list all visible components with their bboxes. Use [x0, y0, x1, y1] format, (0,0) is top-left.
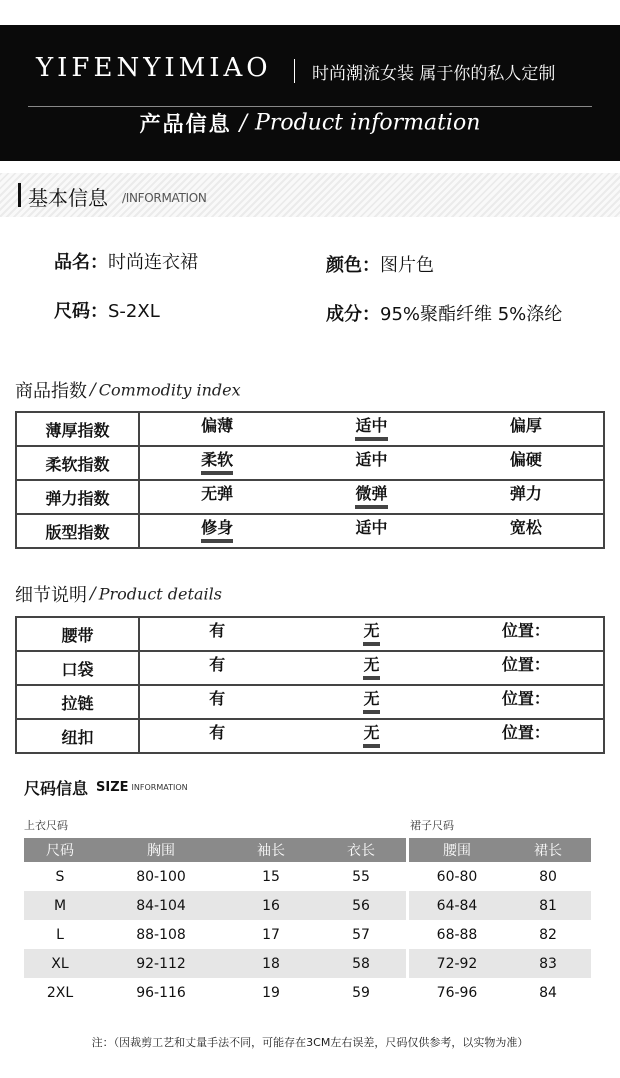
detail-options — [139, 617, 604, 651]
detail-option-label: 位置： — [501, 722, 550, 742]
skirt-size-cell: 64-84 — [409, 891, 505, 920]
index-option-label: 偏薄 — [201, 415, 234, 435]
index-option-selected: 柔软 — [201, 451, 233, 476]
header-rule — [28, 106, 592, 107]
size-info-en: SIZE — [96, 780, 129, 795]
index-options — [139, 446, 604, 480]
info-key: 品名： — [54, 252, 108, 273]
index-option — [294, 413, 448, 445]
top-size-row — [24, 891, 406, 920]
index-option-label: 偏硬 — [509, 449, 542, 469]
detail-row — [16, 617, 604, 651]
detail-option-selected: 无 — [363, 622, 379, 647]
top-size-cell: 84-104 — [96, 891, 226, 920]
index-option — [140, 515, 294, 547]
index-option-label: 宽松 — [509, 517, 542, 537]
top-size-cell: 80-100 — [96, 862, 226, 891]
detail-option-selected: 无 — [363, 656, 379, 681]
top-size-cell: S — [24, 862, 96, 891]
size-note: 注：（因裁剪工艺和丈量手法不同，可能存在3CM左右误差，尺码仅供参考，以实物为准） — [91, 1036, 529, 1049]
basic-info-marker — [18, 183, 21, 207]
top-size-header-row — [24, 838, 406, 862]
top-size-cell: L — [24, 920, 96, 949]
index-options — [139, 412, 604, 446]
index-option — [449, 413, 603, 445]
top-size-cell: 59 — [316, 978, 406, 1007]
top-size-cell: 92-112 — [96, 949, 226, 978]
info-key: 颜色： — [326, 255, 380, 276]
detail-option — [294, 618, 448, 650]
brand-name: YIFENYIMIAO — [36, 53, 272, 83]
basic-info-title: 基本信息 — [28, 186, 108, 210]
index-option — [140, 447, 294, 479]
index-option-label: 弹力 — [509, 483, 542, 503]
index-option — [294, 515, 448, 547]
top-size-cell: 16 — [226, 891, 316, 920]
header-divider — [294, 59, 295, 83]
detail-option — [449, 686, 603, 718]
detail-option — [140, 618, 294, 650]
detail-options — [139, 719, 604, 753]
product-details-slash: / — [90, 584, 96, 604]
info-key: 尺码： — [54, 301, 108, 322]
commodity-index-table — [15, 411, 605, 549]
top-size-cell: 58 — [316, 949, 406, 978]
top-size-cell: 56 — [316, 891, 406, 920]
top-size-row — [24, 978, 406, 1007]
info-item-name — [54, 248, 198, 274]
basic-info-bar — [0, 173, 620, 217]
index-row — [16, 412, 604, 446]
header-banner — [0, 25, 620, 161]
detail-option-label: 有 — [209, 688, 226, 708]
index-option — [449, 481, 603, 513]
product-info-heading — [0, 108, 620, 138]
detail-option — [140, 720, 294, 752]
skirt-size-cell: 80 — [505, 862, 591, 891]
top-size-cell: 57 — [316, 920, 406, 949]
index-option-selected: 微弹 — [355, 485, 387, 510]
product-details-en: Product details — [98, 584, 222, 604]
skirt-size-row — [409, 978, 591, 1007]
index-option-selected: 适中 — [355, 417, 387, 442]
detail-row-label: 口袋 — [16, 651, 139, 685]
index-option-label: 适中 — [355, 449, 388, 469]
info-item-size — [54, 297, 160, 323]
index-option — [449, 447, 603, 479]
detail-option-label: 有 — [209, 620, 226, 640]
top-size-cell: 88-108 — [96, 920, 226, 949]
index-row — [16, 446, 604, 480]
top-size-row — [24, 920, 406, 949]
index-row-label: 版型指数 — [16, 514, 139, 548]
index-option-label: 无弹 — [201, 483, 234, 503]
index-option — [140, 413, 294, 445]
index-option — [294, 481, 448, 513]
top-size-cell: XL — [24, 949, 96, 978]
basic-info-title-en: /INFORMATION — [122, 191, 207, 205]
detail-row — [16, 651, 604, 685]
top-size-header-cell: 袖长 — [226, 838, 316, 862]
top-size-cell: 17 — [226, 920, 316, 949]
index-row — [16, 480, 604, 514]
detail-option-label: 有 — [209, 722, 226, 742]
brand-slogan: 时尚潮流女装 属于你的私人定制 — [312, 64, 556, 84]
commodity-index-slash: / — [90, 380, 96, 400]
detail-row-label: 纽扣 — [16, 719, 139, 753]
detail-option — [140, 652, 294, 684]
skirt-size-cell: 84 — [505, 978, 591, 1007]
top-size-cell: 2XL — [24, 978, 96, 1007]
size-info-zh: 尺码信息 — [24, 779, 89, 798]
skirt-size-cell: 60-80 — [409, 862, 505, 891]
detail-row-label: 腰带 — [16, 617, 139, 651]
skirt-size-header-cell: 腰围 — [409, 838, 505, 862]
index-option-selected: 修身 — [201, 519, 233, 544]
top-size-cell: 15 — [226, 862, 316, 891]
product-info-en: Product information — [255, 110, 481, 136]
detail-option-label: 有 — [209, 654, 226, 674]
product-info-slash: / — [239, 110, 248, 136]
detail-option — [449, 652, 603, 684]
detail-row-label: 拉链 — [16, 685, 139, 719]
skirt-size-row — [409, 920, 591, 949]
skirt-size-cell: 76-96 — [409, 978, 505, 1007]
info-value: 95%聚酯纤维 5%涤纶 — [380, 304, 563, 325]
top-size-cell: 96-116 — [96, 978, 226, 1007]
detail-option-selected: 无 — [363, 690, 379, 715]
skirt-size-cell: 81 — [505, 891, 591, 920]
info-item-material — [326, 300, 562, 326]
product-details-title — [15, 581, 222, 607]
commodity-index-zh: 商品指数 — [15, 381, 87, 402]
index-row-label: 柔软指数 — [16, 446, 139, 480]
product-details-zh: 细节说明 — [15, 585, 87, 606]
top-size-row — [24, 949, 406, 978]
detail-options — [139, 685, 604, 719]
commodity-index-title — [15, 377, 241, 403]
detail-option-label: 位置： — [501, 620, 550, 640]
detail-option-label: 位置： — [501, 654, 550, 674]
top-size-header-cell: 胸围 — [96, 838, 226, 862]
index-option-label: 适中 — [355, 517, 388, 537]
product-details-table — [15, 616, 605, 754]
top-size-table — [24, 838, 406, 1007]
top-size-cell: 19 — [226, 978, 316, 1007]
index-row-label: 弹力指数 — [16, 480, 139, 514]
skirt-size-label: 裙子尺码 — [410, 819, 454, 832]
size-info-en-small: INFORMATION — [131, 783, 188, 792]
skirt-size-header-row — [409, 838, 591, 862]
top-size-header-cell: 尺码 — [24, 838, 96, 862]
info-value: 时尚连衣裙 — [108, 252, 198, 273]
detail-option — [140, 686, 294, 718]
index-options — [139, 480, 604, 514]
detail-row — [16, 719, 604, 753]
index-options — [139, 514, 604, 548]
skirt-size-cell: 82 — [505, 920, 591, 949]
detail-row — [16, 685, 604, 719]
top-size-header-cell: 衣长 — [316, 838, 406, 862]
skirt-size-row — [409, 862, 591, 891]
top-size-cell: M — [24, 891, 96, 920]
detail-options — [139, 651, 604, 685]
skirt-size-row — [409, 949, 591, 978]
commodity-index-en: Commodity index — [98, 380, 241, 400]
top-size-row — [24, 862, 406, 891]
detail-option-label: 位置： — [501, 688, 550, 708]
top-size-cell: 55 — [316, 862, 406, 891]
index-option — [449, 515, 603, 547]
detail-option — [449, 618, 603, 650]
top-size-cell: 18 — [226, 949, 316, 978]
product-info-zh: 产品信息 — [139, 112, 232, 136]
size-info-title — [24, 776, 188, 799]
index-row — [16, 514, 604, 548]
detail-option — [294, 686, 448, 718]
skirt-size-row — [409, 891, 591, 920]
info-item-color — [326, 251, 434, 277]
skirt-size-header-cell: 裙长 — [505, 838, 591, 862]
info-value: 图片色 — [380, 255, 434, 276]
skirt-size-table — [409, 838, 591, 1007]
detail-option-selected: 无 — [363, 724, 379, 749]
info-key: 成分： — [326, 304, 380, 325]
index-option — [294, 447, 448, 479]
detail-option — [294, 652, 448, 684]
top-size-label: 上衣尺码 — [24, 819, 68, 832]
detail-option — [294, 720, 448, 752]
skirt-size-cell: 72-92 — [409, 949, 505, 978]
skirt-size-cell: 83 — [505, 949, 591, 978]
detail-option — [449, 720, 603, 752]
index-row-label: 薄厚指数 — [16, 412, 139, 446]
index-option-label: 偏厚 — [509, 415, 542, 435]
skirt-size-cell: 68-88 — [409, 920, 505, 949]
info-value: S-2XL — [108, 301, 160, 322]
index-option — [140, 481, 294, 513]
